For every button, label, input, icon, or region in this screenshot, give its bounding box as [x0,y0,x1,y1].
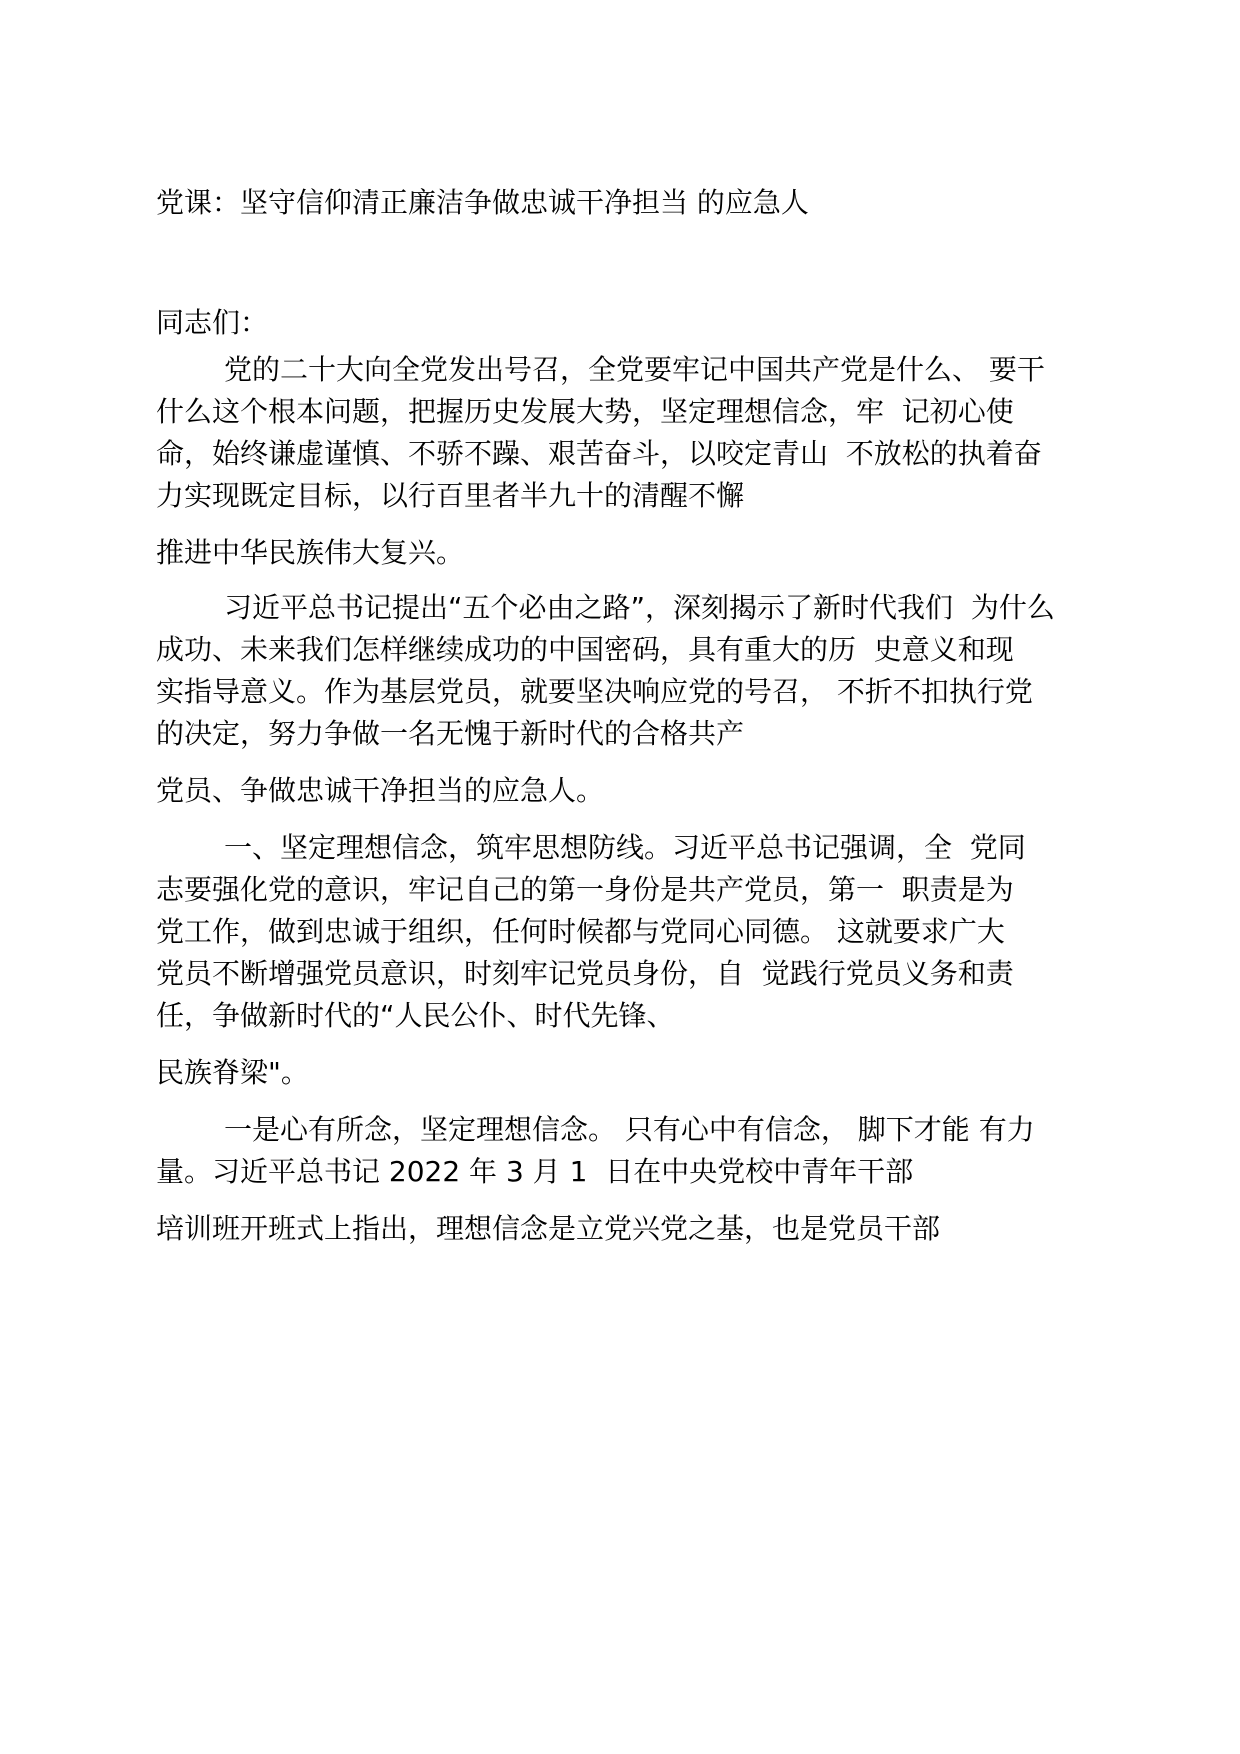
paragraph-line: 力实现既定目标，以行百里者半九十的清醒不懈 [156,479,745,512]
paragraph-line: 任，争做新时代的“人民公仆、时代先锋、 [156,999,675,1032]
paragraph-line: 党工作，做到忠诚于组织，任何时候都与党同心同德。 这就要求广大 [156,915,1005,948]
paragraph-line: 党员、争做忠诚干净担当的应急人。 [156,774,605,807]
paragraph-line: 志要强化党的意识，牢记自己的第一身份是共产党员，第一 职责是为 [156,873,1014,906]
paragraph-line: 推进中华民族伟大复兴。 [156,536,465,569]
paragraph-line: 的决定，努力争做一名无愧于新时代的合格共产 [156,717,745,750]
paragraph-line: 培训班开班式上指出，理想信念是立党兴党之基，也是党员干部 [156,1212,941,1245]
paragraph-line: 一是心有所念，坚定理想信念。 只有心中有信念， 脚下才能 有力 [224,1113,1035,1146]
paragraph-line: 成功、未来我们怎样继续成功的中国密码，具有重大的历 史意义和现 [156,633,1014,666]
paragraph-line: 命，始终谦虚谨慎、不骄不躁、艰苦奋斗，以咬定青山 不放松的执着奋 [156,437,1042,470]
page-title: 党课：坚守信仰清正廉洁争做忠诚干净担当 的应急人 [156,186,809,219]
greeting: 同志们： [156,306,269,339]
paragraph-line: 习近平总书记提出“五个必由之路”，深刻揭示了新时代我们 为什么 [224,591,1055,624]
paragraph-line: 实指导意义。作为基层党员，就要坚决响应党的号召， 不折不扣执行党 [156,675,1033,708]
paragraph-line: 党的二十大向全党发出号召，全党要牢记中国共产党是什么、 要干 [224,353,1045,386]
paragraph-line: 什么这个根本问题，把握历史发展大势，坚定理想信念，牢 记初心使 [156,395,1014,428]
paragraph-line: 量。习近平总书记 2022 年 3 月 1 日在中央党校中青年干部 [156,1155,914,1188]
paragraph-line: 党员不断增强党员意识，时刻牢记党员身份，自 觉践行党员义务和责 [156,957,1014,990]
paragraph-line: 一、坚定理想信念，筑牢思想防线。习近平总书记强调，全 党同 [224,831,1026,864]
paragraph-line: 民族脊梁"。 [156,1056,309,1089]
